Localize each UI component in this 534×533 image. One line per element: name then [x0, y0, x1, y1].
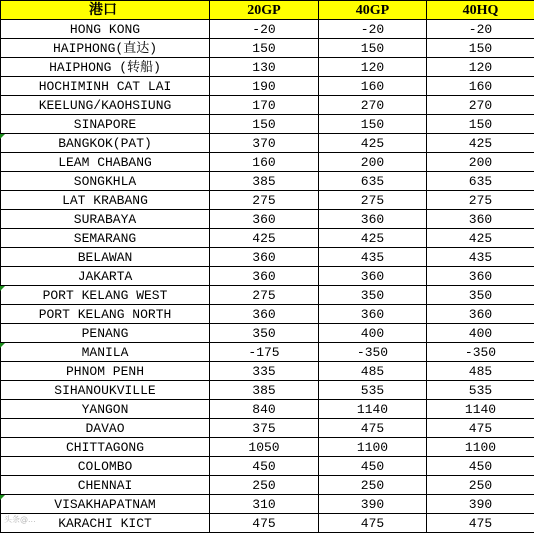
port-cell: SINAPORE: [1, 115, 210, 134]
rate-40hq-cell: 275: [427, 191, 534, 210]
port-cell: YANGON: [1, 400, 210, 419]
table-row: [1, 343, 534, 362]
table-row: [1, 210, 534, 229]
table-row: [1, 115, 534, 134]
port-cell: SIHANOUKVILLE: [1, 381, 210, 400]
table-row: [1, 153, 534, 172]
rate-40hq-cell: 485: [427, 362, 534, 381]
table-row: [1, 77, 534, 96]
port-cell: SURABAYA: [1, 210, 210, 229]
rate-20gp-cell: 360: [210, 210, 319, 229]
rate-40gp-cell: 270: [319, 96, 427, 115]
rate-40gp-cell: 475: [319, 514, 427, 533]
rate-20gp-cell: 370: [210, 134, 319, 153]
rate-40gp-cell: 390: [319, 495, 427, 514]
table-row: [1, 248, 534, 267]
port-cell: SONGKHLA: [1, 172, 210, 191]
port-cell: LEAM CHABANG: [1, 153, 210, 172]
rate-40hq-cell: 435: [427, 248, 534, 267]
cell-marker-icon: [0, 286, 5, 291]
rate-40hq-cell: 1140: [427, 400, 534, 419]
rate-40gp-cell: 360: [319, 210, 427, 229]
port-cell: HONG KONG: [1, 20, 210, 39]
rate-40gp-cell: -20: [319, 20, 427, 39]
port-cell: MANILA: [1, 343, 210, 362]
rate-40gp-cell: 535: [319, 381, 427, 400]
table-row: [1, 438, 534, 457]
rate-20gp-cell: 275: [210, 191, 319, 210]
rate-20gp-cell: 160: [210, 153, 319, 172]
rate-40hq-cell: 270: [427, 96, 534, 115]
rate-40gp-cell: 275: [319, 191, 427, 210]
table-row: [1, 172, 534, 191]
table-row: [1, 58, 534, 77]
rate-20gp-cell: 375: [210, 419, 319, 438]
table-row: [1, 324, 534, 343]
table-row: [1, 39, 534, 58]
rate-40gp-cell: 485: [319, 362, 427, 381]
rate-40gp-cell: 360: [319, 267, 427, 286]
table-row: [1, 495, 534, 514]
port-cell: PORT KELANG WEST: [1, 286, 210, 305]
rate-20gp-cell: 1050: [210, 438, 319, 457]
port-cell: DAVAO: [1, 419, 210, 438]
table-row: [1, 229, 534, 248]
rate-40hq-cell: 425: [427, 134, 534, 153]
rate-20gp-cell: 450: [210, 457, 319, 476]
port-cell: VISAKHAPATNAM: [1, 495, 210, 514]
rate-40hq-cell: 200: [427, 153, 534, 172]
port-cell: HOCHIMINH CAT LAI: [1, 77, 210, 96]
rate-40gp-cell: 360: [319, 305, 427, 324]
port-cell: BELAWAN: [1, 248, 210, 267]
rate-40gp-cell: 635: [319, 172, 427, 191]
table-row: [1, 457, 534, 476]
cell-marker-icon: [0, 343, 5, 348]
table-row: [1, 419, 534, 438]
port-cell: PENANG: [1, 324, 210, 343]
table-row: [1, 191, 534, 210]
rate-40gp-cell: 160: [319, 77, 427, 96]
rate-40gp-cell: 150: [319, 115, 427, 134]
rate-40hq-cell: 160: [427, 77, 534, 96]
table-row: [1, 476, 534, 495]
port-cell: COLOMBO: [1, 457, 210, 476]
port-cell: LAT KRABANG: [1, 191, 210, 210]
port-cell: JAKARTA: [1, 267, 210, 286]
rate-20gp-cell: 150: [210, 115, 319, 134]
rate-20gp-cell: 360: [210, 267, 319, 286]
rate-20gp-cell: 360: [210, 248, 319, 267]
rate-40gp-cell: 435: [319, 248, 427, 267]
rate-20gp-cell: -20: [210, 20, 319, 39]
rate-40gp-cell: 250: [319, 476, 427, 495]
rate-40hq-cell: 400: [427, 324, 534, 343]
port-cell: PHNOM PENH: [1, 362, 210, 381]
rate-20gp-cell: 360: [210, 305, 319, 324]
rate-40hq-cell: 535: [427, 381, 534, 400]
rate-40hq-cell: 150: [427, 39, 534, 58]
rate-40hq-cell: 390: [427, 495, 534, 514]
table-row: [1, 286, 534, 305]
table-row: [1, 134, 534, 153]
rate-20gp-cell: 425: [210, 229, 319, 248]
rate-40gp-cell: 350: [319, 286, 427, 305]
rate-20gp-cell: 335: [210, 362, 319, 381]
rate-20gp-cell: 385: [210, 172, 319, 191]
rate-40hq-cell: 360: [427, 267, 534, 286]
rate-40gp-cell: 1140: [319, 400, 427, 419]
header-port: 港口: [1, 1, 210, 20]
rate-40gp-cell: 475: [319, 419, 427, 438]
table-row: [1, 400, 534, 419]
table-row: [1, 96, 534, 115]
rate-40gp-cell: 425: [319, 134, 427, 153]
header-40hq: 40HQ: [427, 1, 534, 20]
table-row: [1, 514, 534, 533]
rate-40gp-cell: 120: [319, 58, 427, 77]
port-cell: CHENNAI: [1, 476, 210, 495]
rate-40hq-cell: 475: [427, 514, 534, 533]
watermark: 头条@...: [4, 514, 36, 525]
port-cell: HAIPHONG (转船): [1, 58, 210, 77]
rate-40hq-cell: -20: [427, 20, 534, 39]
rate-20gp-cell: 150: [210, 39, 319, 58]
rate-40gp-cell: 200: [319, 153, 427, 172]
rate-40gp-cell: 150: [319, 39, 427, 58]
rate-40hq-cell: 1100: [427, 438, 534, 457]
rate-40gp-cell: -350: [319, 343, 427, 362]
port-cell: HAIPHONG(直达): [1, 39, 210, 58]
rate-20gp-cell: 840: [210, 400, 319, 419]
port-cell: KEELUNG/KAOHSIUNG: [1, 96, 210, 115]
rate-20gp-cell: 310: [210, 495, 319, 514]
rate-40gp-cell: 425: [319, 229, 427, 248]
port-cell: PORT KELANG NORTH: [1, 305, 210, 324]
rate-40hq-cell: 450: [427, 457, 534, 476]
header-40gp: 40GP: [319, 1, 427, 20]
rate-20gp-cell: -175: [210, 343, 319, 362]
rate-40hq-cell: -350: [427, 343, 534, 362]
rate-20gp-cell: 190: [210, 77, 319, 96]
port-cell: KARACHI KICT: [1, 514, 210, 533]
table-row: [1, 20, 534, 39]
rate-20gp-cell: 275: [210, 286, 319, 305]
rate-40hq-cell: 250: [427, 476, 534, 495]
rate-40hq-cell: 150: [427, 115, 534, 134]
table-row: [1, 267, 534, 286]
port-cell: CHITTAGONG: [1, 438, 210, 457]
rate-20gp-cell: 130: [210, 58, 319, 77]
cell-marker-icon: [0, 495, 5, 500]
rate-20gp-cell: 350: [210, 324, 319, 343]
header-20gp: 20GP: [210, 1, 319, 20]
table-row: [1, 305, 534, 324]
cell-marker-icon: [0, 134, 5, 139]
rate-40gp-cell: 1100: [319, 438, 427, 457]
rate-40hq-cell: 120: [427, 58, 534, 77]
header-row: [1, 1, 534, 20]
rate-20gp-cell: 475: [210, 514, 319, 533]
rate-40gp-cell: 400: [319, 324, 427, 343]
rate-40hq-cell: 475: [427, 419, 534, 438]
rate-40gp-cell: 450: [319, 457, 427, 476]
rate-40hq-cell: 425: [427, 229, 534, 248]
rate-20gp-cell: 385: [210, 381, 319, 400]
port-cell: SEMARANG: [1, 229, 210, 248]
table-row: [1, 362, 534, 381]
rate-40hq-cell: 360: [427, 305, 534, 324]
rate-40hq-cell: 360: [427, 210, 534, 229]
rate-20gp-cell: 250: [210, 476, 319, 495]
table-row: [1, 381, 534, 400]
rate-40hq-cell: 350: [427, 286, 534, 305]
rate-40hq-cell: 635: [427, 172, 534, 191]
rate-20gp-cell: 170: [210, 96, 319, 115]
port-cell: BANGKOK(PAT): [1, 134, 210, 153]
